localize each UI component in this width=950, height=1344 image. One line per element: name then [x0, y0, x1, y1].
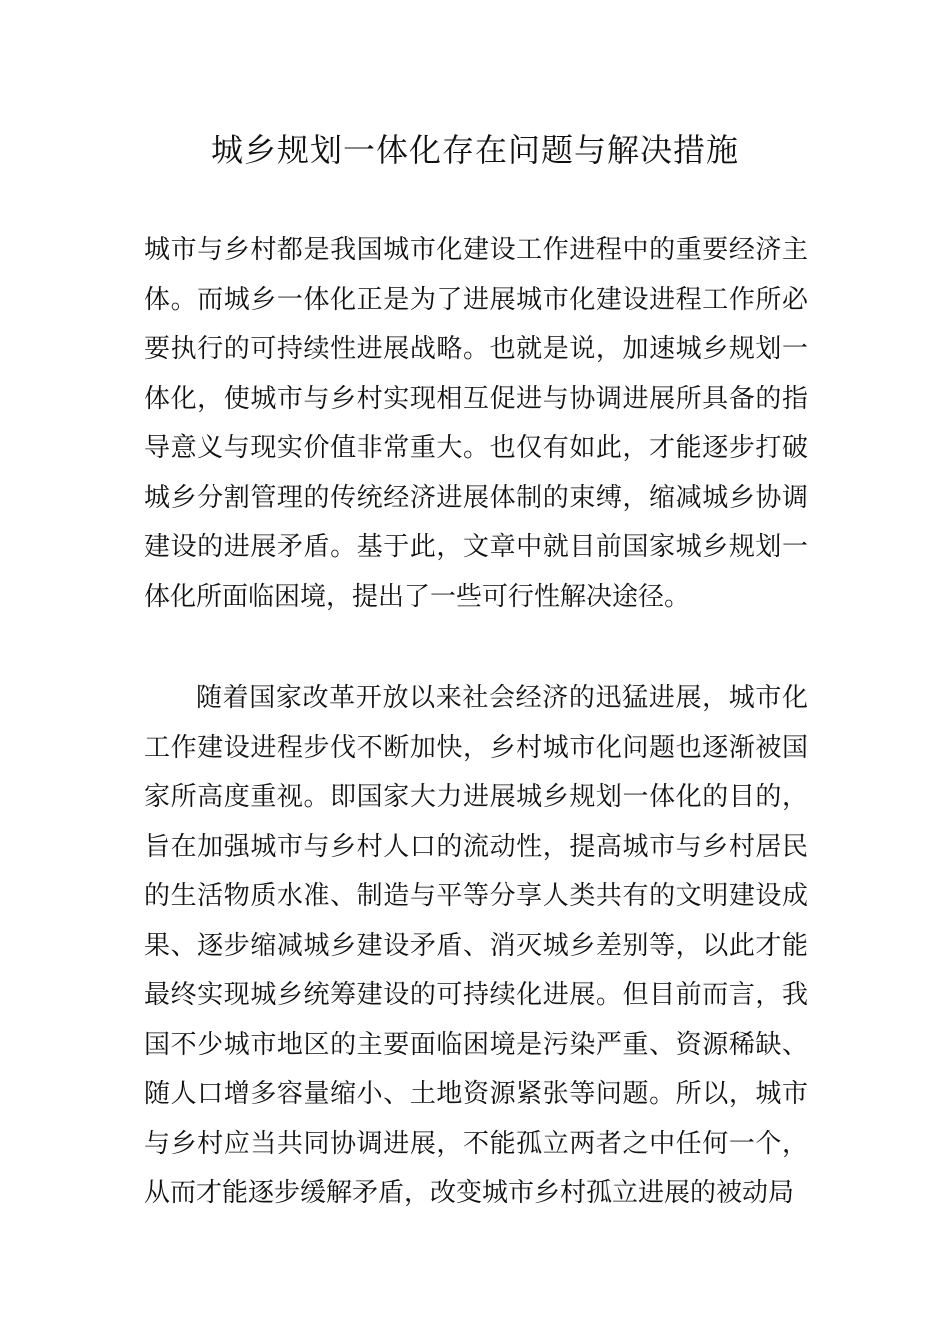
- document-title: 城乡规划一体化存在问题与解决措施: [210, 131, 739, 169]
- paragraph-intro: 城市与乡村都是我国城市化建设工作进程中的重要经济主体。而城乡一体化正是为了进展城市化建设进程工作所必要执行的可持续性进展战略。也就是说，加速城乡规划一体化，使城市与乡村实现相互促进与协调进展所具备的指导意义与现实价值非常重大。也仅有如此，才能逐步打破城乡分割管理的传统经济进展体制的束缚，缩减城乡协调建设的进展矛盾。基于此，文章中就目前国家城乡规划一体化所面临困境，提出了一些可行性解决途径。: [144, 235, 808, 612]
- paragraph-body: 随着国家改革开放以来社会经济的迅猛进展，城市化工作建设进程步伐不断加快，乡村城市化问题也逐渐被国家所高度重视。即国家大力进展城乡规划一体化的目的，旨在加强城市与乡村人口的流动性，提高城市与乡村居民的生活物质水准、制造与平等分享人类共有的文明建设成果、逐步缩减城乡建设矛盾、消灭城乡差别等，以此才能最终实现城乡统筹建设的可持续化进展。但目前而言，我国不少城市地区的主要面临困境是污染严重、资源稀缺、随人口增多容量缩小、土地资源紧张等问题。所以，城市与乡村应当共同协调进展，不能孤立两者之中任何一个，从而才能逐步缓解矛盾，改变城市乡村孤立进展的被动局: [144, 683, 808, 1208]
